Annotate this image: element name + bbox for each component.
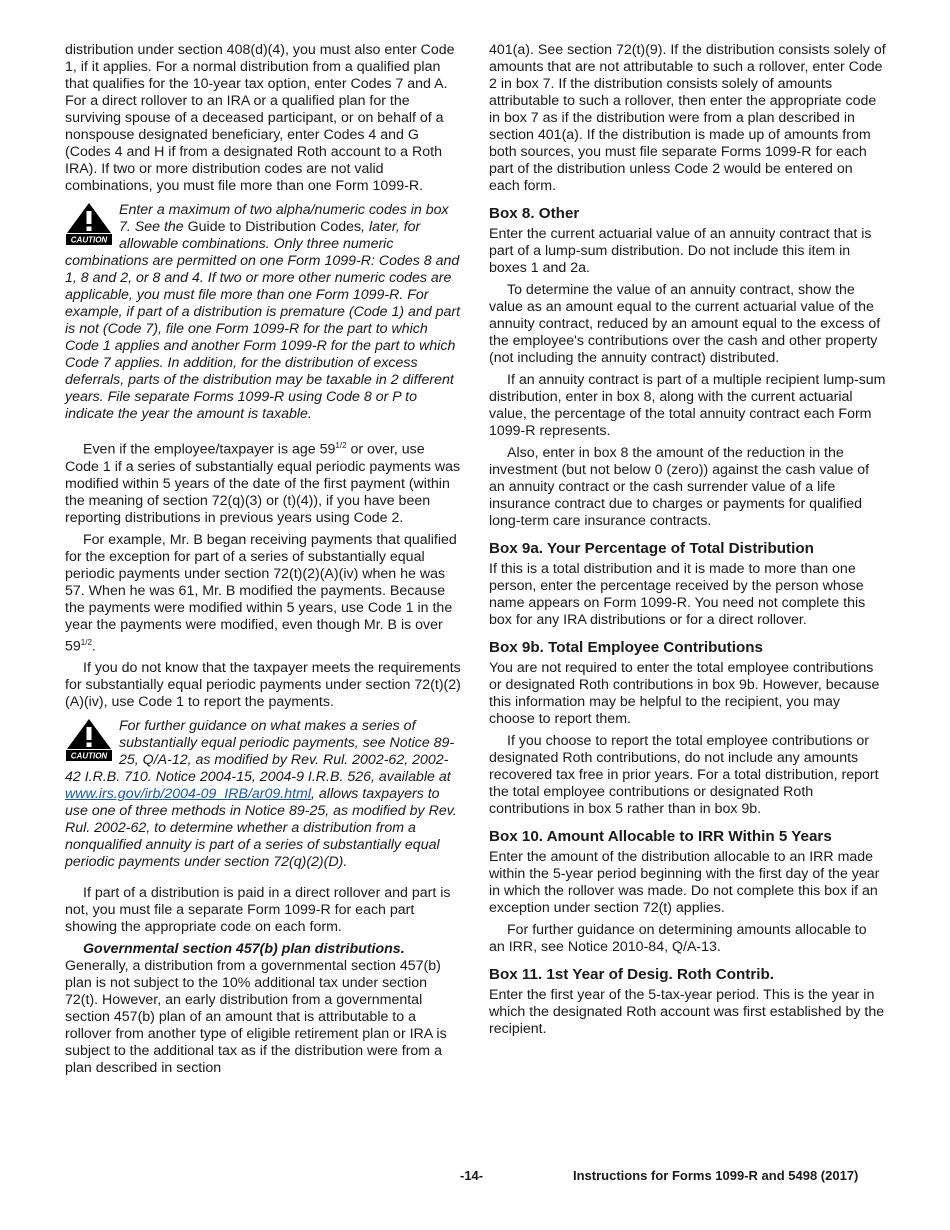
heading-box-9a: Box 9a. Your Percentage of Total Distribution xyxy=(489,540,814,557)
paragraph: You are not required to enter the total employee contributions or designated Roth contributions in box 9b. However, because this information may be helpful to the recipient, you may choose to report them. xyxy=(489,660,880,727)
caution-note-1 xyxy=(65,202,462,423)
guide-reference: Guide to Distribution Codes xyxy=(187,219,362,235)
caution-note-2 xyxy=(65,718,462,871)
run-in-heading: Governmental section 457(b) plan distributions. xyxy=(83,941,405,958)
paragraph: Enter the first year of the 5-tax-year period. This is the year in which the designated Roth account was first established by the recipient. xyxy=(489,987,885,1037)
paragraph: For further guidance on determining amounts allocable to an IRR, see Notice 2010-84, Q/A-13. xyxy=(489,922,867,955)
heading-box-11: Box 11. 1st Year of Desig. Roth Contrib. xyxy=(489,966,774,983)
caution-icon xyxy=(65,202,113,246)
heading-box-8: Box 8. Other xyxy=(489,205,580,222)
caution-badge-label: CAUTION xyxy=(70,235,108,245)
paragraph: For example, Mr. B began receiving payments that qualified for the exception for part of a series of substantially equal periodic payments under section 72(t)(2)(A)(iv) when he was 57. When he was 61, Mr. B modified the payments. Because the payments were modified within 5 years, use Code 1 in the year the payments were modified, even though Mr. B is over $59^{1/2}$. xyxy=(65,531,457,655)
right-column xyxy=(489,42,886,1043)
paragraph: Governmental section 457(b) plan distributions. Generally, a distribution from a governmental section 457(b) plan is not subject to the 10% additional tax under section 72(t). However, an early distribution from a governmental section 457(b) plan of an amount that is attributable to a rollover from another type of eligible retirement plan or IRA is subject to the additional tax as if the distribution were from a plan described in section xyxy=(65,941,447,1077)
paragraph: If this is a total distribution and it is made to more than one person, enter the percentage received by the person whose name appears on Form 1099-R. You need not complete this box for any IRA distributions or for a direct rollover. xyxy=(489,561,866,628)
caution-text: Enter a maximum of two alpha/numeric codes in box 7. See the Guide to Distribution Codes, later, for allowable combinations. Only three numeric combinations are permitted on one Form 1099-R: Codes 8 and 1, 8 and 2, or 8 and 4. If two or more other numeric codes are applicable, you must file more than one Form 1099-R. For example, if part of a distribution is premature (Code 1) and part is not (Code 7), file one Form 1099-R for the part to which Code 1 applies and another Form 1099-R for the part to which Code 7 applies. In addition, for the distribution of excess deferrals, parts of the distribution may be taxable in 2 different years. File separate Forms 1099-R using Code 8 or P to indicate the year the amount is taxable. xyxy=(65,202,461,422)
paragraph: If part of a distribution is paid in a direct rollover and part is not, you must file a separate Form 1099-R for each part showing the appropriate code on each form. xyxy=(65,885,451,936)
paragraph: If an annuity contract is part of a multiple recipient lump-sum distribution, enter in box 8, along with the current actuarial value, the percentage of the total annuity contract each Form 1099-R represents. xyxy=(489,372,886,439)
heading-box-10: Box 10. Amount Allocable to IRR Within 5 Years xyxy=(489,828,832,845)
page-number: -14- xyxy=(460,1168,484,1183)
caution-badge-label: CAUTION xyxy=(70,751,108,761)
paragraph: 401(a). See section 72(t)(9). If the distribution consists solely of amounts that are not attributable to such a rollover, enter Code 2 in box 7. If the distribution consists solely of amounts attributable to such a rollover, then enter the appropriate code in box 7 as if the distribution were from a plan described in section 401(a). If the distribution is made up of amounts from both sources, you must file separate Forms 1099-R for each part of the distribution unless Code 2 would be entered on each form. xyxy=(489,42,886,194)
paragraph: Enter the current actuarial value of an annuity contract that is part of a lump-sum distribution. Do not include this item in boxes 1 and 2a. xyxy=(489,226,872,276)
paragraph: Also, enter in box 8 the amount of the reduction in the investment (but not below 0 (zero)) against the cash value of an annuity contract or the cash surrender value of a life insurance contract due to charges or payments for qualified long-term care insurance contracts. xyxy=(489,445,870,529)
caution-icon xyxy=(65,718,113,762)
caution-text: For further guidance on what makes a series of substantially equal periodic payments, see Notice 89-25, Q/A-12, as modified by Rev. Rul. 2002-62, 2002-42 I.R.B. 710. Notice 2004-15, 2004-9 I.R.B. 526, available at www.irs.gov/irb/2004-09_IRB/ar09.html, allows taxpayers to use one of three methods in Notice 89-25, as modified by Rev. Rul. 2002-62, to determine whether a distribution from a nonqualified annuity is part of a series of substantially equal periodic payments under section 72(q)(2)(D). xyxy=(65,718,457,871)
paragraph: To determine the value of an annuity contract, show the value as an amount equal to the current actuarial value of the annuity contract, reduced by an amount equal to the excess of the employee's contributions over the cash and other property (not including the annuity contract) distributed. xyxy=(489,282,881,366)
heading-box-9b: Box 9b. Total Employee Contributions xyxy=(489,639,763,656)
paragraph: If you choose to report the total employee contributions or designated Roth contributions, do not include any amounts recovered tax free in prior years. For a total distribution, report the total employee contributions or designated Roth contributions in box 5 rather than in box 9b. xyxy=(489,733,879,817)
paragraph: distribution under section 408(d)(4), you must also enter Code 1, if it applies. For a normal distribution from a qualified plan that qualifies for the 10-year tax option, enter Codes 7 and A. For a direct rollover to an IRA or a qualified plan for the surviving spouse of a deceased participant, or on behalf of a nonspouse designated beneficiary, enter Codes 4 and G (Codes 4 and H if from a designated Roth account to a Roth IRA). If two or more distribution codes are not valid combinations, you must file more than one Form 1099-R. xyxy=(65,42,455,194)
paragraph: If you do not know that the taxpayer meets the requirements for substantially equal periodic payments under section 72(t)(2)(A)(iv), use Code 1 to report the payments. xyxy=(65,660,461,711)
irs-link[interactable]: www.irs.gov/irb/2004-09_IRB/ar09.html xyxy=(65,786,312,803)
paragraph: Even if the employee/taxpayer is age $59^{1/2}$ or over, use Code 1 if a series of substantially equal periodic payments was modified within 5 years of the date of the first payment (within the meaning of section 72(q)(3) or (t)(4)), if you have been reporting distributions in previous years using Code 2. xyxy=(65,441,461,526)
paragraph: Enter the amount of the distribution allocable to an IRR made within the 5-year period beginning with the first day of the year in which the rollover was made. Do not complete this box if an exception under section 72(t) applies. xyxy=(489,849,880,916)
document-title: Instructions for Forms 1099-R and 5498 (2017) xyxy=(573,1168,859,1183)
left-column xyxy=(65,42,462,1082)
